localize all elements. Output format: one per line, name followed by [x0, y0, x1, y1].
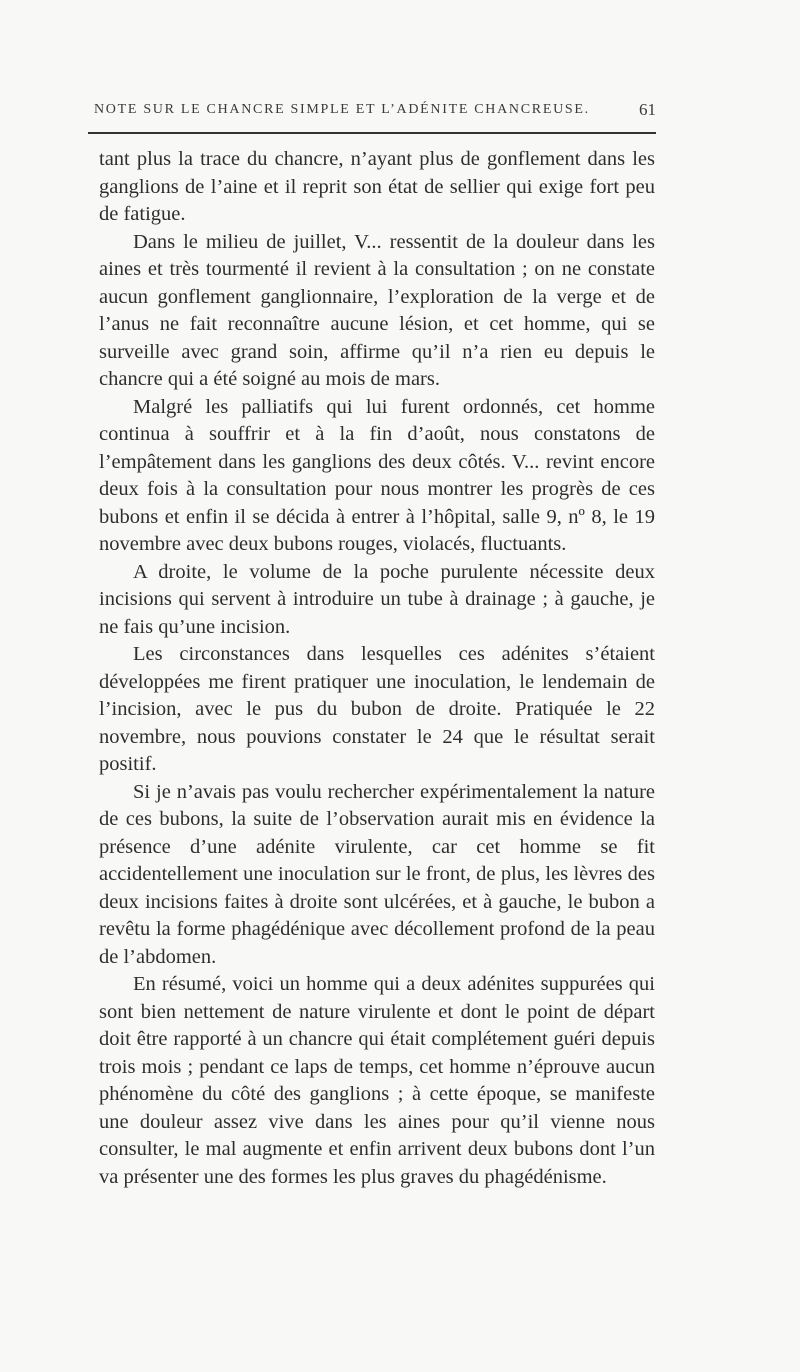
paragraph: A droite, le volume de la poche purulente nécessite deux incisions qui servent à introduire un tube à drainage ; à gauche, je ne fais qu’une incision. — [99, 560, 655, 638]
page-header — [88, 100, 656, 128]
page-number: 61 — [639, 100, 656, 119]
paragraph: Les circonstances dans lesquelles ces adénites s’étaient développées me firent pratiquer une inoculation, le lendemain de l’incision, avec le pus du bubon de droite. Pratiquée le 22 novembre, nous pouvions constater le 24 que le résultat serait positif. — [99, 643, 655, 775]
paragraph: Malgré les palliatifs qui lui furent ordonnés, cet homme continua à souffrir et à la fin d’août, nous constatons de l’empâtement dans les ganglions des deux côtés. V... revint encore deux fois à la consultation pour nous montrer les progrès de ces bubons et enfin il se décida à entrer à l’hôpital, salle 9, nº 8, le 19 novembre avec deux bubons rouges, violacés, fluctuants. — [99, 395, 655, 555]
running-title: NOTE SUR LE CHANCRE SIMPLE ET L’ADÉNITE CHANCREUSE. — [94, 102, 590, 117]
paragraph: En résumé, voici un homme qui a deux adénites suppurées qui sont bien nettement de nature virulente et dont le point de départ doit être rapporté à un chancre qui était complétement guéri depuis trois mois ; pendant ce laps de temps, cet homme n’éprouve aucun phénomène du côté des ganglions ; à cette époque, se manifeste une douleur assez vive dans les aines pour qu’il vienne nous consulter, le mal augmente et enfin arrivent deux bubons dont l’un va présenter une des formes les plus graves du phagédénisme. — [99, 973, 655, 1188]
paragraph: tant plus la trace du chancre, n’ayant plus de gonflement dans les ganglions de l’aine et il reprit son état de sellier qui exige fort peu de fatigue. — [99, 148, 655, 225]
paragraph: Dans le milieu de juillet, V... ressentit de la douleur dans les aines et très tourmenté il revient à la consultation ; on ne constate aucun gonflement ganglionnaire, l’exploration de la verge et de l’anus ne fait reconnaître aucune lésion, et cet homme, qui se surveille avec grand soin, affirme qu’il n’a rien eu depuis le chancre qui a été soigné au mois de mars. — [99, 230, 655, 390]
paragraph: Si je n’avais pas voulu rechercher expérimentalement la nature de ces bubons, la suite de l’observation aurait mis en évidence la présence d’une adénite virulente, car cet homme se fit accidentellement une inoculation sur le front, de plus, les lèvres des deux incisions faites à droite sont ulcérées, et à gauche, le bubon a revêtu la forme phagédénique avec décollement profond de la peau de l’abdomen. — [99, 780, 655, 968]
header-rule — [88, 132, 656, 134]
body-text — [99, 146, 655, 1191]
